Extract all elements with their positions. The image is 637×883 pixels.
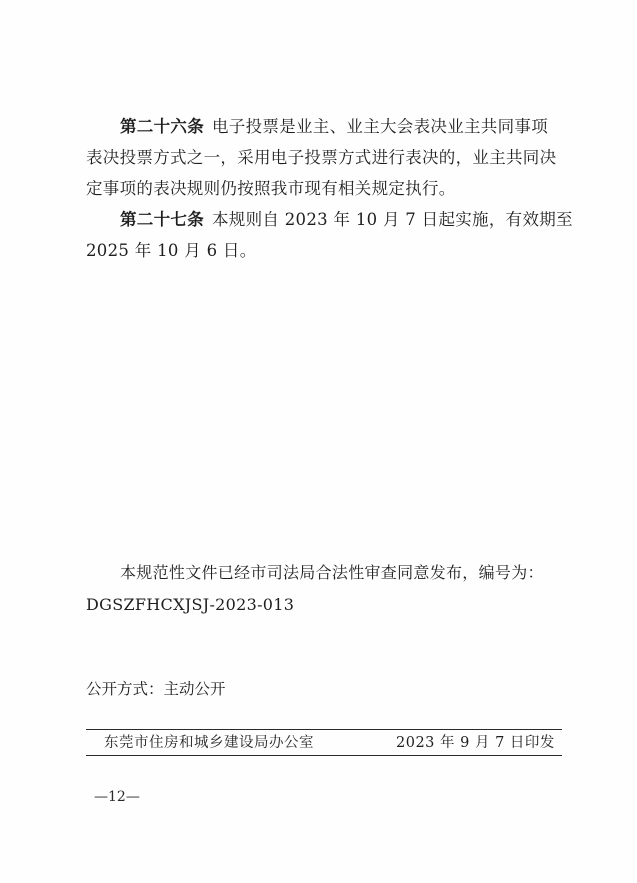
disclosure-method: 公开方式：主动公开	[86, 680, 226, 698]
legal-review-note	[86, 557, 566, 621]
review-note-line-1: 本规范性文件已经市司法局合法性审查同意发布，编号为：	[120, 563, 544, 582]
article-27-line-1	[86, 204, 573, 235]
article-26-line-3: 定事项的表决规则仍按照我市现有相关规定执行。	[86, 179, 456, 198]
article-26-line-2: 表决投票方式之一，采用电子投票方式进行表决的，业主共同决	[86, 148, 557, 167]
footer-rule-bottom	[86, 755, 562, 756]
page-number: —12—	[94, 789, 140, 805]
issue-date: 2023 年 9 月 7 日印发	[396, 735, 555, 751]
issuing-office: 东莞市住房和城乡建设局办公室	[104, 735, 314, 751]
article-26-number: 第二十六条	[120, 117, 204, 136]
document-code: DGSZFHCXJSJ-2023-013	[86, 595, 295, 614]
article-27-text-1: 本规则自 2023 年 10 月 7 日起实施，有效期至	[212, 210, 573, 229]
article-27	[86, 204, 573, 266]
article-27-line-2: 2025 年 10 月 6 日。	[86, 241, 257, 260]
article-26-text-1: 电子投票是业主、业主大会表决业主共同事项	[212, 117, 548, 136]
article-27-number: 第二十七条	[120, 210, 204, 229]
article-26-line-1	[86, 111, 556, 142]
article-26	[86, 111, 556, 204]
footer-rule-top	[86, 729, 562, 730]
